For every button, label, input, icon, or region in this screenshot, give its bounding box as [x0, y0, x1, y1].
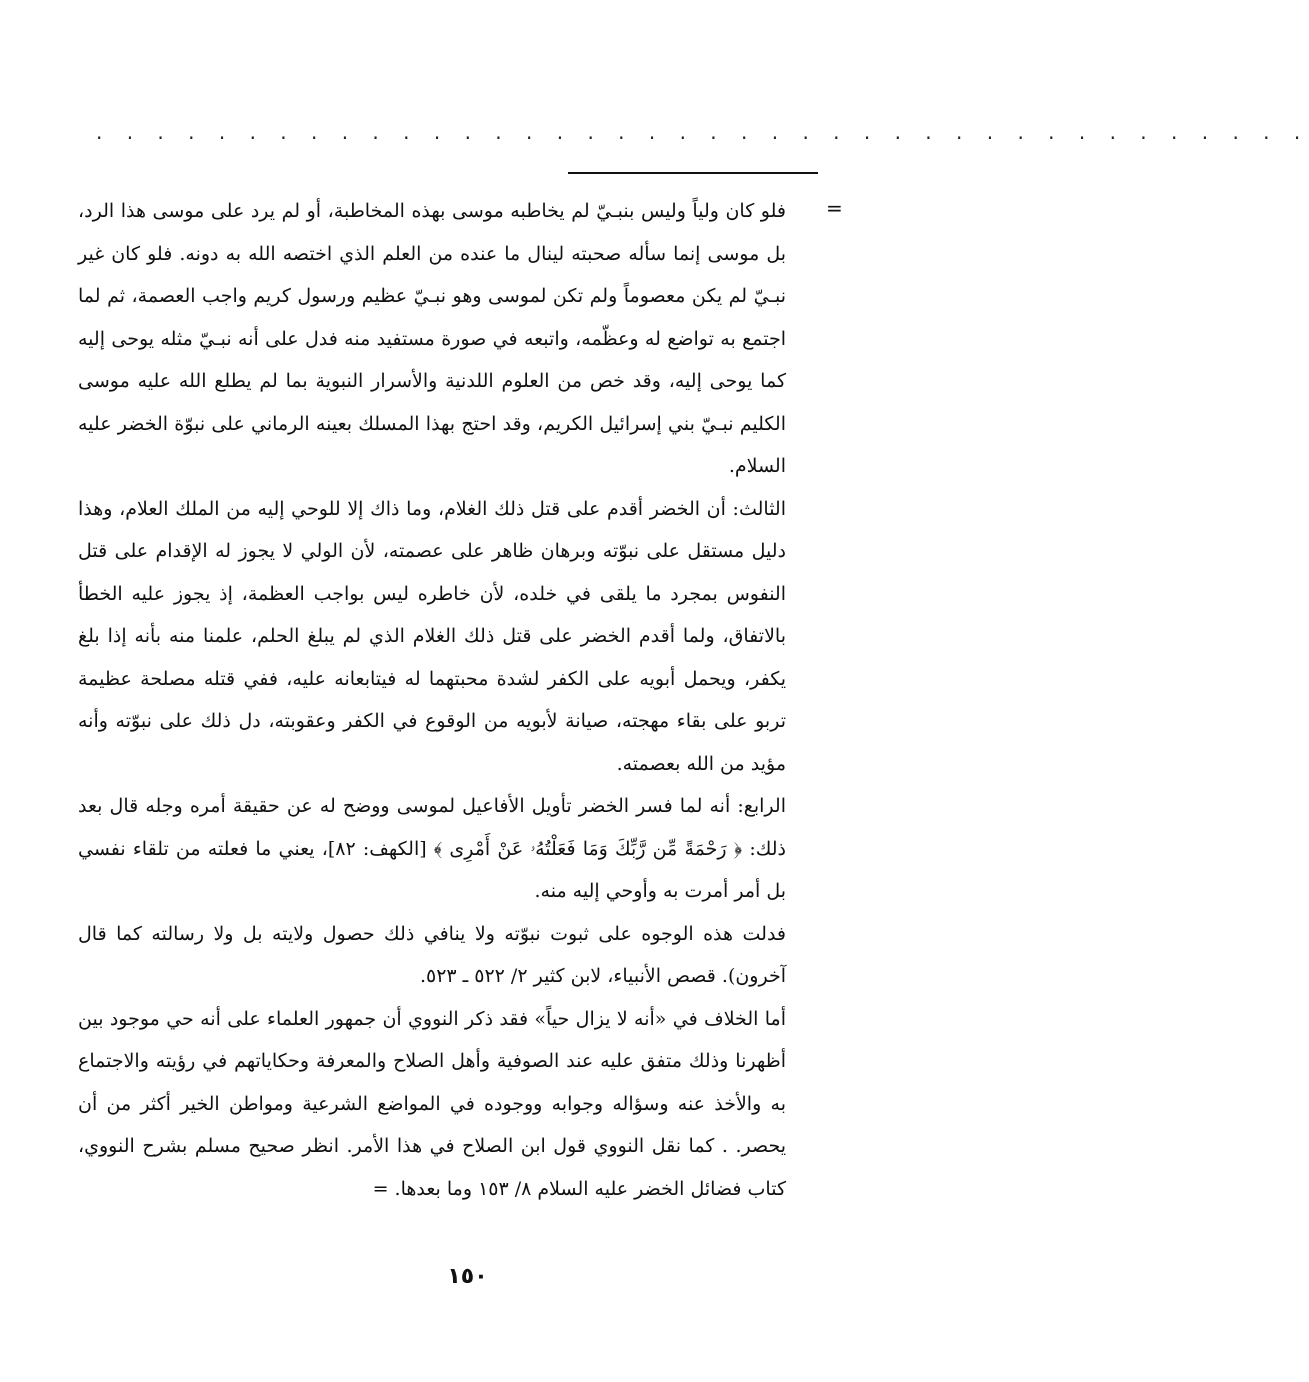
paragraph-5: أما الخلاف في «أنه لا يزال حياً» فقد ذكر النووي أن جمهور العلماء على أنه حي موجود بين أظهرنا وذلك متفق عليه عند الصوفية وأهل الصلاح والمعرفة وحكاياتهم في رؤيته والاجتماع به والأخذ عنه وسؤاله وجوابه ووجوده في المواضع الشرعية ومواطن الخير أكثر من أن يحصر. . كما نقل النووي قول ابن الصلاح في هذا الأمر. انظر صحيح مسلم بشرح النووي، كتاب فضائل الخضر عليه السلام ٨/ ١٥٣ وما بعدها. =	[78, 1007, 786, 1200]
paragraph-3: الرابع: أنه لما فسر الخضر تأويل الأفاعيل لموسى ووضح له عن حقيقة أمره وجله قال بعد ذلك: ﴿ رَحْمَةً مِّن رَّبِّكَ وَمَا فَعَلْتُهُۥ عَنْ أَمْرِى ﴾ [الكهف: ٨٢]، يعني ما فعلته من تلقاء نفسي بل أمر أمرت به وأوحي إليه منه.	[78, 795, 786, 902]
paragraph-2: الثالث: أن الخضر أقدم على قتل ذلك الغلام، وما ذاك إلا للوحي إليه من الملك العلام، وهذا دليل مستقل على نبوّته وبرهان ظاهر على عصمته، لأن الولي لا يجوز له الإقدام على قتل النفوس بمجرد ما يلقى في خلده، لأن خاطره ليس بواجب العظمة، إذ يجوز عليه الخطأ بالاتفاق، ولما أقدم الخضر على قتل ذلك الغلام الذي لم يبلغ الحلم، علمنا منه بأنه إذا بلغ يكفر، ويحمل أبويه على الكفر لشدة محبتهما له فيتابعانه عليه، ففي قتله مصلحة عظيمة تربو على بقاء مهجته، صيانة لأبويه من الوقوع في الكفر وعقوبته، دل ذلك على نبوّته وأنه مؤيد من الله بعصمته.	[78, 497, 786, 775]
page-number: ١٥٠	[447, 1264, 488, 1289]
paragraph-4: فدلت هذه الوجوه على ثبوت نبوّته ولا ينافي ذلك حصول ولايته بل ولا رسالته كما قال آخرون). قصص الأنبياء، لابن كثير ٢/ ٥٢٢ ـ ٥٢٣.	[78, 922, 786, 987]
footnote-text	[78, 190, 786, 1210]
continuation-mark: =	[826, 196, 843, 220]
footnote-rule	[568, 172, 818, 174]
separator-dots: . . . . . . . . . . . . . . . . . . . . . . . . . . . . . . . . . . . . . . . .	[96, 120, 1309, 144]
paragraph-1: فلو كان ولياً وليس بنبـيّ لم يخاطبه موسى بهذه المخاطبة، أو لم يرد على موسى هذا الرد، بل موسى إنما سأله صحبته لينال ما عنده من العلم الذي اختصه الله به دونه. فلو كان غير نبـيّ لم يكن معصوماً ولم تكن لموسى وهو نبـيّ عظيم ورسول كريم واجب العصمة، ثم لما اجتمع به تواضع له وعظّمه، واتبعه في صورة مستفيد منه فدل على أنه نبـيّ مثله يوحى إليه كما يوحى إليه، وقد خص من العلوم اللدنية والأسرار النبوية بما لم يطلع الله عليه موسى الكليم نبـيّ بني إسرائيل الكريم، وقد احتج بهذا المسلك بعينه الرماني على نبوّة الخضر عليه السلام.	[78, 200, 786, 477]
